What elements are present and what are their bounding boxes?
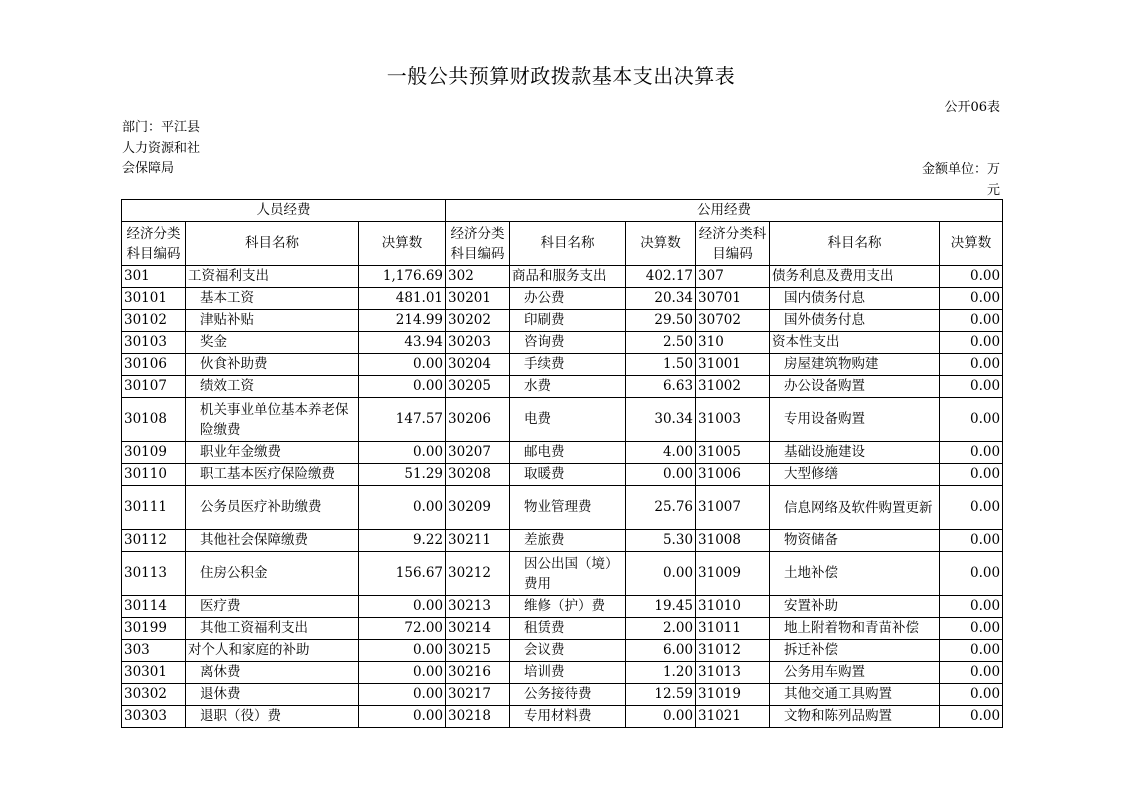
code-cell: 30206 — [446, 398, 510, 442]
table-row — [122, 552, 1003, 596]
amount-cell: 29.50 — [626, 310, 696, 332]
amount-cell: 156.67 — [359, 552, 446, 596]
code-cell: 30110 — [122, 464, 186, 486]
name-cell: 文物和陈列品购置 — [770, 706, 940, 728]
name-cell: 职业年金缴费 — [186, 442, 359, 464]
code-cell: 30112 — [122, 530, 186, 552]
amount-cell: 0.00 — [940, 354, 1003, 376]
code-cell: 30203 — [446, 332, 510, 354]
code-cell: 31006 — [696, 464, 770, 486]
amount-cell: 51.29 — [359, 464, 446, 486]
table-row — [122, 266, 1003, 288]
name-cell: 国内债务付息 — [770, 288, 940, 310]
code-cell: 30217 — [446, 684, 510, 706]
amount-cell: 20.34 — [626, 288, 696, 310]
name-header: 科目名称 — [510, 222, 626, 266]
name-cell: 水费 — [510, 376, 626, 398]
code-cell: 31001 — [696, 354, 770, 376]
amount-cell: 19.45 — [626, 596, 696, 618]
amount-cell: 4.00 — [626, 442, 696, 464]
name-cell: 资本性支出 — [770, 332, 940, 354]
name-cell: 绩效工资 — [186, 376, 359, 398]
name-cell: 公务用车购置 — [770, 662, 940, 684]
code-cell: 31003 — [696, 398, 770, 442]
amount-cell: 0.00 — [940, 398, 1003, 442]
table-row — [122, 464, 1003, 486]
amount-cell: 481.01 — [359, 288, 446, 310]
amount-cell: 0.00 — [940, 618, 1003, 640]
name-cell: 基础设施建设 — [770, 442, 940, 464]
code-cell: 30212 — [446, 552, 510, 596]
amount-cell: 0.00 — [359, 640, 446, 662]
code-cell: 31005 — [696, 442, 770, 464]
code-cell: 30106 — [122, 354, 186, 376]
amount-cell: 43.94 — [359, 332, 446, 354]
code-cell: 30701 — [696, 288, 770, 310]
code-cell: 30199 — [122, 618, 186, 640]
amount-cell: 2.00 — [626, 618, 696, 640]
table-row — [122, 596, 1003, 618]
name-cell: 培训费 — [510, 662, 626, 684]
table-row — [122, 486, 1003, 530]
code-cell: 30102 — [122, 310, 186, 332]
amount-cell: 1.20 — [626, 662, 696, 684]
name-cell: 公务员医疗补助缴费 — [186, 486, 359, 530]
code-cell: 30215 — [446, 640, 510, 662]
form-number: 公开06表 — [944, 100, 1000, 115]
code-cell: 30702 — [696, 310, 770, 332]
table-row — [122, 706, 1003, 728]
name-cell: 专用设备购置 — [770, 398, 940, 442]
code-cell: 30204 — [446, 354, 510, 376]
name-cell: 其他工资福利支出 — [186, 618, 359, 640]
name-cell: 安置补助 — [770, 596, 940, 618]
amount-cell: 72.00 — [359, 618, 446, 640]
name-cell: 其他交通工具购置 — [770, 684, 940, 706]
name-cell: 因公出国（境）费用 — [510, 552, 626, 596]
name-cell: 职工基本医疗保险缴费 — [186, 464, 359, 486]
column-header-row — [122, 222, 1003, 266]
amount-cell: 0.00 — [940, 376, 1003, 398]
code-cell: 31009 — [696, 552, 770, 596]
name-cell: 维修（护）费 — [510, 596, 626, 618]
name-cell: 其他社会保障缴费 — [186, 530, 359, 552]
name-cell: 机关事业单位基本养老保险缴费 — [186, 398, 359, 442]
table-row — [122, 618, 1003, 640]
table-row — [122, 332, 1003, 354]
amount-header: 决算数 — [359, 222, 446, 266]
code-cell: 30101 — [122, 288, 186, 310]
code-cell: 30214 — [446, 618, 510, 640]
amount-cell: 0.00 — [940, 464, 1003, 486]
code-header: 经济分类科目编码 — [696, 222, 770, 266]
code-cell: 307 — [696, 266, 770, 288]
amount-cell: 214.99 — [359, 310, 446, 332]
amount-cell: 0.00 — [359, 486, 446, 530]
code-cell: 30113 — [122, 552, 186, 596]
amount-cell: 0.00 — [940, 596, 1003, 618]
name-cell: 国外债务付息 — [770, 310, 940, 332]
name-cell: 退职（役）费 — [186, 706, 359, 728]
name-cell: 伙食补助费 — [186, 354, 359, 376]
code-cell: 30108 — [122, 398, 186, 442]
code-cell: 31010 — [696, 596, 770, 618]
amount-cell: 0.00 — [626, 706, 696, 728]
amount-cell: 0.00 — [940, 552, 1003, 596]
code-cell: 31008 — [696, 530, 770, 552]
name-cell: 物业管理费 — [510, 486, 626, 530]
name-cell: 土地补偿 — [770, 552, 940, 596]
name-cell: 办公费 — [510, 288, 626, 310]
code-cell: 30213 — [446, 596, 510, 618]
table-row — [122, 530, 1003, 552]
name-header: 科目名称 — [186, 222, 359, 266]
amount-cell: 0.00 — [940, 530, 1003, 552]
amount-cell: 0.00 — [359, 442, 446, 464]
table-row — [122, 398, 1003, 442]
amount-cell: 1,176.69 — [359, 266, 446, 288]
code-cell: 31012 — [696, 640, 770, 662]
name-cell: 差旅费 — [510, 530, 626, 552]
code-cell: 30103 — [122, 332, 186, 354]
code-cell: 30303 — [122, 706, 186, 728]
amount-cell: 0.00 — [940, 486, 1003, 530]
name-cell: 对个人和家庭的补助 — [186, 640, 359, 662]
name-cell: 债务利息及费用支出 — [770, 266, 940, 288]
name-cell: 咨询费 — [510, 332, 626, 354]
name-cell: 房屋建筑物购建 — [770, 354, 940, 376]
amount-cell: 0.00 — [359, 684, 446, 706]
code-cell: 31013 — [696, 662, 770, 684]
amount-cell: 402.17 — [626, 266, 696, 288]
code-cell: 31002 — [696, 376, 770, 398]
name-cell: 退休费 — [186, 684, 359, 706]
code-cell: 30111 — [122, 486, 186, 530]
amount-cell: 0.00 — [359, 706, 446, 728]
name-cell: 信息网络及软件购置更新 — [770, 486, 940, 530]
name-cell: 医疗费 — [186, 596, 359, 618]
amount-cell: 0.00 — [359, 662, 446, 684]
amount-cell: 0.00 — [940, 288, 1003, 310]
table-row — [122, 684, 1003, 706]
expenditure-table — [121, 199, 1003, 728]
amount-cell: 25.76 — [626, 486, 696, 530]
amount-cell: 9.22 — [359, 530, 446, 552]
code-cell: 31007 — [696, 486, 770, 530]
name-cell: 会议费 — [510, 640, 626, 662]
code-header: 经济分类科目编码 — [122, 222, 186, 266]
code-cell: 31011 — [696, 618, 770, 640]
name-cell: 奖金 — [186, 332, 359, 354]
amount-cell: 0.00 — [940, 332, 1003, 354]
table-row — [122, 640, 1003, 662]
name-cell: 物资储备 — [770, 530, 940, 552]
name-cell: 办公设备购置 — [770, 376, 940, 398]
amount-cell: 5.30 — [626, 530, 696, 552]
amount-header: 决算数 — [940, 222, 1003, 266]
amount-cell: 0.00 — [940, 706, 1003, 728]
code-cell: 301 — [122, 266, 186, 288]
name-cell: 住房公积金 — [186, 552, 359, 596]
code-cell: 30205 — [446, 376, 510, 398]
amount-cell: 6.63 — [626, 376, 696, 398]
code-header: 经济分类科目编码 — [446, 222, 510, 266]
name-cell: 津贴补贴 — [186, 310, 359, 332]
amount-cell: 0.00 — [940, 310, 1003, 332]
name-cell: 大型修缮 — [770, 464, 940, 486]
amount-unit-label: 金额单位：万元 — [921, 162, 1000, 198]
amount-cell: 0.00 — [626, 464, 696, 486]
code-cell: 30211 — [446, 530, 510, 552]
name-cell: 工资福利支出 — [186, 266, 359, 288]
table-row — [122, 288, 1003, 310]
amount-cell: 0.00 — [359, 376, 446, 398]
name-cell: 基本工资 — [186, 288, 359, 310]
name-cell: 取暖费 — [510, 464, 626, 486]
code-cell: 30201 — [446, 288, 510, 310]
amount-cell: 0.00 — [940, 442, 1003, 464]
amount-cell: 147.57 — [359, 398, 446, 442]
code-cell: 310 — [696, 332, 770, 354]
amount-cell: 0.00 — [940, 640, 1003, 662]
table-row — [122, 376, 1003, 398]
amount-cell: 0.00 — [359, 596, 446, 618]
table-row — [122, 354, 1003, 376]
public-group-header: 公用经费 — [446, 200, 1003, 222]
name-cell: 商品和服务支出 — [510, 266, 626, 288]
name-cell: 电费 — [510, 398, 626, 442]
amount-cell: 0.00 — [940, 662, 1003, 684]
name-cell: 租赁费 — [510, 618, 626, 640]
code-cell: 303 — [122, 640, 186, 662]
amount-cell: 6.00 — [626, 640, 696, 662]
amount-cell: 0.00 — [359, 354, 446, 376]
code-cell: 30216 — [446, 662, 510, 684]
name-cell: 地上附着物和青苗补偿 — [770, 618, 940, 640]
group-header-row — [122, 200, 1003, 222]
name-cell: 印刷费 — [510, 310, 626, 332]
code-cell: 302 — [446, 266, 510, 288]
code-cell: 31021 — [696, 706, 770, 728]
amount-header: 决算数 — [626, 222, 696, 266]
name-cell: 邮电费 — [510, 442, 626, 464]
code-cell: 30209 — [446, 486, 510, 530]
code-cell: 30301 — [122, 662, 186, 684]
amount-cell: 0.00 — [940, 684, 1003, 706]
code-cell: 30107 — [122, 376, 186, 398]
code-cell: 30114 — [122, 596, 186, 618]
code-cell: 30208 — [446, 464, 510, 486]
code-cell: 30302 — [122, 684, 186, 706]
table-row — [122, 662, 1003, 684]
amount-cell: 12.59 — [626, 684, 696, 706]
amount-cell: 0.00 — [940, 266, 1003, 288]
name-cell: 公务接待费 — [510, 684, 626, 706]
name-cell: 离休费 — [186, 662, 359, 684]
code-cell: 30202 — [446, 310, 510, 332]
table-row — [122, 310, 1003, 332]
amount-cell: 30.34 — [626, 398, 696, 442]
report-title: 一般公共预算财政拨款基本支出决算表 — [386, 64, 736, 88]
name-cell: 手续费 — [510, 354, 626, 376]
table-row — [122, 442, 1003, 464]
amount-cell: 1.50 — [626, 354, 696, 376]
name-cell: 拆迁补偿 — [770, 640, 940, 662]
code-cell: 30109 — [122, 442, 186, 464]
department-label: 部门：平江县人力资源和社会保障局 — [122, 120, 201, 176]
code-cell: 31019 — [696, 684, 770, 706]
name-header: 科目名称 — [770, 222, 940, 266]
code-cell: 30207 — [446, 442, 510, 464]
amount-cell: 2.50 — [626, 332, 696, 354]
personnel-group-header: 人员经费 — [122, 200, 446, 222]
code-cell: 30218 — [446, 706, 510, 728]
amount-cell: 0.00 — [626, 552, 696, 596]
name-cell: 专用材料费 — [510, 706, 626, 728]
